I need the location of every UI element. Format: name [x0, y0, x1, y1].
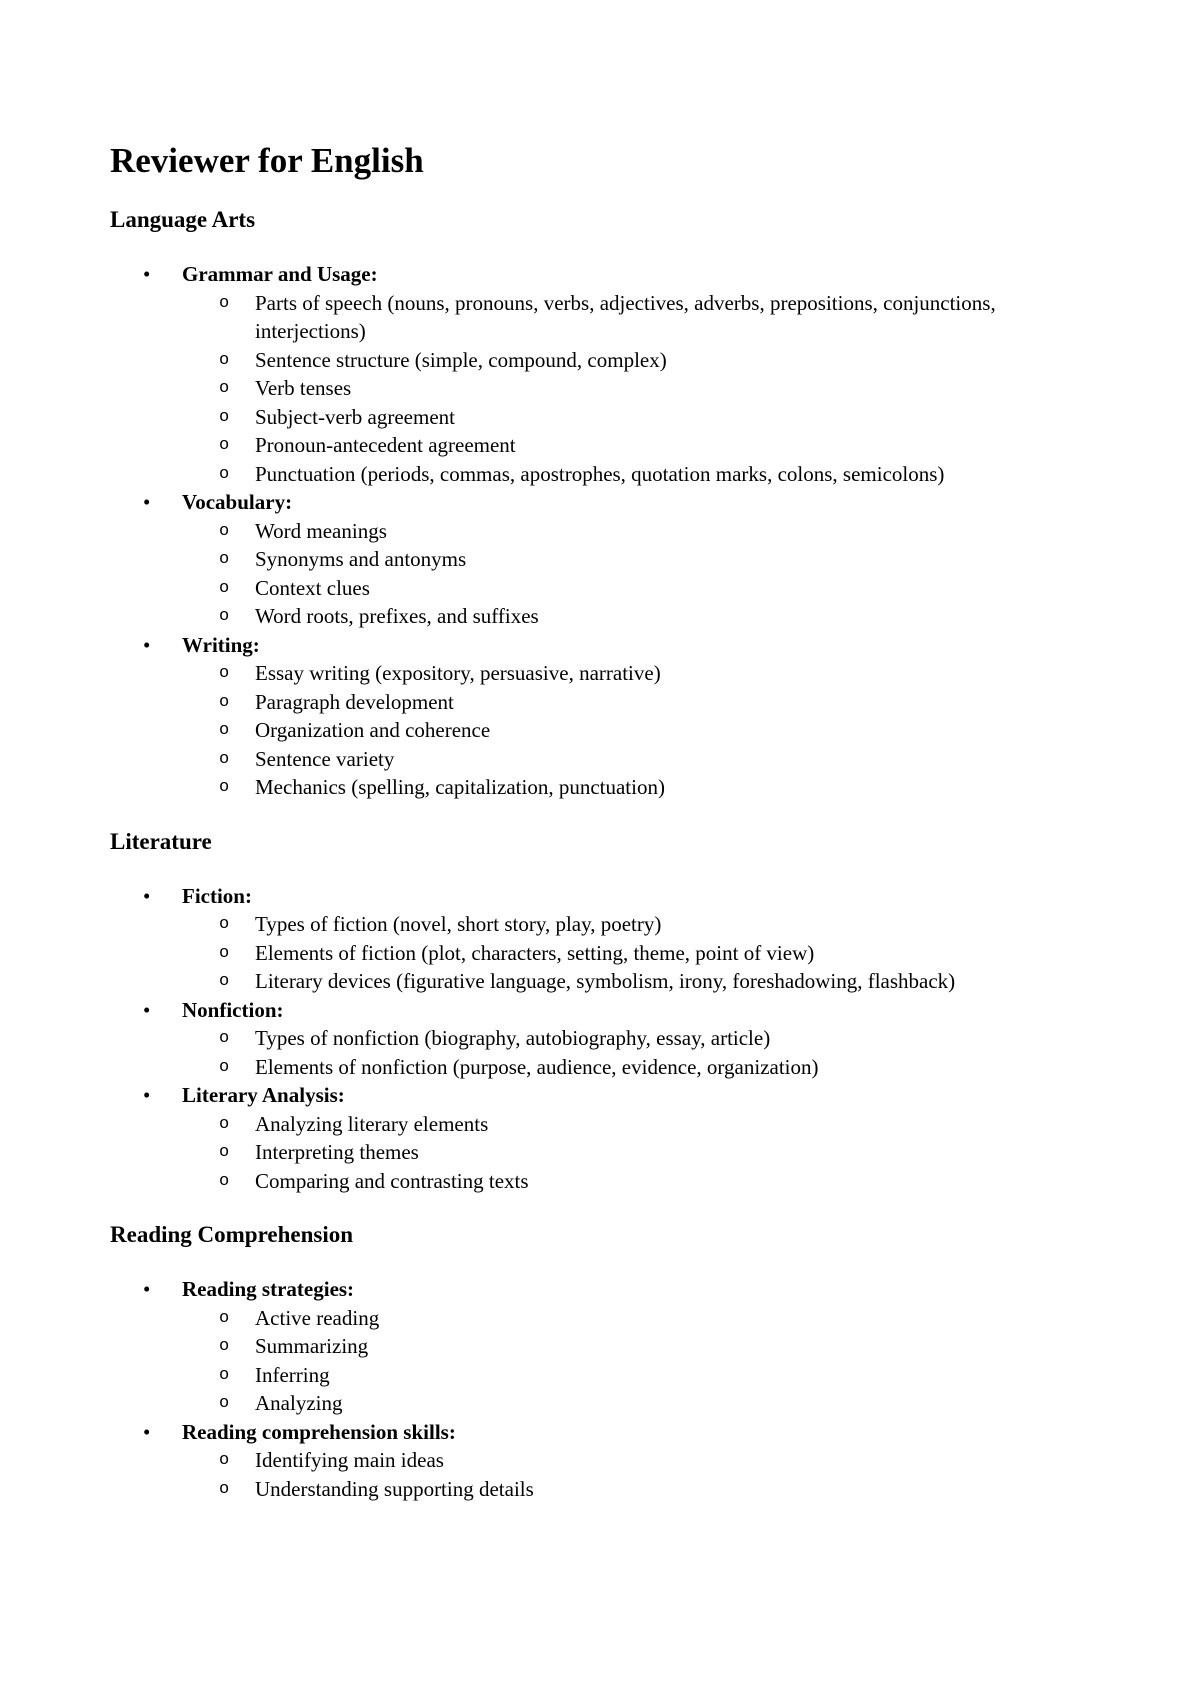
list-item [110, 1110, 1090, 1139]
list-item-text: Summarizing [255, 1334, 369, 1358]
sub-bullet-icon: o [219, 550, 230, 569]
list-item-text: Understanding supporting details [255, 1476, 534, 1501]
document-page [110, 140, 1090, 1529]
topic-label: Reading strategies: [182, 1277, 355, 1301]
sub-bullet-icon: o [219, 293, 230, 313]
section-heading: Literature [110, 828, 212, 854]
list-item [110, 545, 1090, 574]
topic-label: Reading comprehension skills: [182, 1419, 456, 1444]
subtopic-list [110, 1446, 1090, 1503]
topic-item [110, 1081, 1090, 1195]
topic-label: Literary Analysis: [182, 1083, 345, 1107]
list-item-text: Analyzing literary elements [255, 1111, 489, 1136]
list-item-text: Analyzing [255, 1391, 343, 1415]
topic-item [110, 488, 1090, 631]
sub-bullet-icon: o [219, 972, 230, 991]
sub-bullet-icon: o [219, 915, 230, 934]
section-heading: Reading Comprehension [110, 1222, 354, 1247]
list-item-text: Word roots, prefixes, and suffixes [255, 604, 539, 628]
topic-row [110, 882, 1090, 911]
list-item-text: Organization and coherence [255, 718, 491, 742]
list-item-text: Sentence structure (simple, compound, complex) [255, 347, 667, 372]
section-language-arts [110, 206, 1090, 802]
list-item-text: Pronoun-antecedent agreement [255, 433, 516, 457]
list-item [110, 1138, 1090, 1167]
topic-row [110, 260, 1090, 289]
list-item-text: Synonyms and antonyms [255, 547, 467, 571]
list-item [110, 1332, 1090, 1361]
bullet-icon: • [143, 1419, 151, 1444]
subtopic-list [110, 1304, 1090, 1418]
topic-label: Writing: [182, 632, 260, 657]
topic-row [110, 996, 1090, 1025]
list-item-text: Elements of nonfiction (purpose, audience, evidence, organization) [255, 1054, 819, 1079]
bullet-icon: • [143, 632, 151, 657]
sub-bullet-icon: o [219, 1365, 230, 1385]
topic-label: Nonfiction: [182, 997, 284, 1022]
sub-bullet-icon: o [219, 692, 230, 712]
list-item [110, 1389, 1090, 1418]
list-item [110, 659, 1090, 688]
section-heading: Language Arts [110, 207, 256, 232]
list-item [110, 403, 1090, 432]
sub-bullet-icon: o [219, 778, 230, 797]
list-item-text: Literary devices (figurative language, symbolism, irony, foreshadowing, flashback) [255, 969, 956, 993]
list-item-text: Mechanics (spelling, capitalization, punctuation) [255, 775, 665, 799]
list-item [110, 574, 1090, 603]
list-item [110, 1361, 1090, 1390]
list-item [110, 289, 1090, 346]
list-item-text: Parts of speech (nouns, pronouns, verbs, adjectives, adverbs, prepositions, conjunctions, interjections) [255, 290, 996, 343]
subtopic-list [110, 910, 1090, 996]
subtopic-list [110, 289, 1090, 489]
list-item-text: Comparing and contrasting texts [255, 1168, 529, 1193]
sub-bullet-icon: o [219, 943, 230, 963]
topic-row [110, 488, 1090, 517]
sub-bullet-icon: o [219, 464, 230, 484]
topic-item [110, 1418, 1090, 1504]
topic-row [110, 1275, 1090, 1304]
section-reading-comprehension [110, 1221, 1090, 1503]
list-item-text: Essay writing (expository, persuasive, narrative) [255, 661, 661, 685]
list-item-text: Inferring [255, 1362, 330, 1387]
bullet-icon: • [143, 262, 151, 286]
sub-bullet-icon: o [219, 521, 230, 541]
sub-bullet-icon: o [219, 1171, 230, 1191]
list-item-text: Types of fiction (novel, short story, play, poetry) [255, 912, 662, 936]
list-item-text: Word meanings [255, 518, 387, 543]
list-item-text: Types of nonfiction (biography, autobiography, essay, article) [255, 1026, 771, 1050]
list-item [110, 602, 1090, 631]
list-item [110, 1053, 1090, 1082]
list-item [110, 460, 1090, 489]
sub-bullet-icon: o [219, 1057, 230, 1077]
list-item [110, 1024, 1090, 1053]
sub-bullet-icon: o [219, 407, 230, 427]
topic-item [110, 260, 1090, 488]
sub-bullet-icon: o [219, 578, 230, 598]
list-item [110, 1475, 1090, 1504]
topic-row [110, 1418, 1090, 1447]
list-item [110, 431, 1090, 460]
sub-bullet-icon: o [219, 664, 230, 683]
document-title: Reviewer for English [110, 141, 424, 180]
list-item [110, 346, 1090, 375]
list-item-text: Sentence variety [255, 746, 395, 771]
list-item [110, 1446, 1090, 1475]
list-item [110, 1167, 1090, 1196]
topic-label: Vocabulary: [182, 490, 293, 514]
bullet-icon: • [143, 997, 151, 1022]
topic-item [110, 882, 1090, 996]
list-item-text: Verb tenses [255, 376, 352, 400]
topic-list [110, 1275, 1090, 1503]
list-item-text: Subject-verb agreement [255, 404, 455, 429]
list-item [110, 910, 1090, 939]
topic-list [110, 260, 1090, 802]
sub-bullet-icon: o [219, 1308, 230, 1328]
section-literature [110, 828, 1090, 1196]
subtopic-list [110, 659, 1090, 802]
bullet-icon: • [143, 883, 151, 908]
sub-bullet-icon: o [219, 1451, 230, 1470]
sub-bullet-icon: o [219, 1337, 230, 1356]
list-item-text: Context clues [255, 575, 370, 600]
list-item-text: Interpreting themes [255, 1140, 419, 1164]
list-item [110, 967, 1090, 996]
sub-bullet-icon: o [219, 1029, 230, 1048]
sub-bullet-icon: o [219, 379, 230, 398]
topic-label: Fiction: [182, 883, 252, 908]
topic-item [110, 1275, 1090, 1418]
subtopic-list [110, 1024, 1090, 1081]
topic-item [110, 996, 1090, 1082]
list-item-text: Identifying main ideas [255, 1448, 444, 1472]
list-item [110, 745, 1090, 774]
sub-bullet-icon: o [219, 1394, 230, 1413]
list-item-text: Active reading [255, 1305, 380, 1330]
list-item [110, 1304, 1090, 1333]
list-item-text: Paragraph development [255, 689, 454, 714]
list-item [110, 939, 1090, 968]
list-item [110, 517, 1090, 546]
list-item [110, 716, 1090, 745]
list-item [110, 374, 1090, 403]
sub-bullet-icon: o [219, 1143, 230, 1162]
sub-bullet-icon: o [219, 607, 230, 626]
sub-bullet-icon: o [219, 350, 230, 370]
subtopic-list [110, 517, 1090, 631]
sub-bullet-icon: o [219, 721, 230, 740]
topic-label: Grammar and Usage: [182, 262, 378, 286]
list-item [110, 688, 1090, 717]
list-item-text: Elements of fiction (plot, characters, setting, theme, point of view) [255, 940, 815, 965]
bullet-icon: • [143, 1277, 151, 1301]
sub-bullet-icon: o [219, 436, 230, 455]
list-item [110, 773, 1090, 802]
list-item-text: Punctuation (periods, commas, apostrophes, quotation marks, colons, semicolons) [255, 461, 945, 486]
topic-list [110, 882, 1090, 1196]
subtopic-list [110, 1110, 1090, 1196]
topic-row [110, 1081, 1090, 1110]
sub-bullet-icon: o [219, 749, 230, 769]
sub-bullet-icon: o [219, 1479, 230, 1499]
topic-row [110, 631, 1090, 660]
topic-item [110, 631, 1090, 802]
bullet-icon: • [143, 490, 151, 514]
sub-bullet-icon: o [219, 1114, 230, 1134]
bullet-icon: • [143, 1083, 151, 1107]
